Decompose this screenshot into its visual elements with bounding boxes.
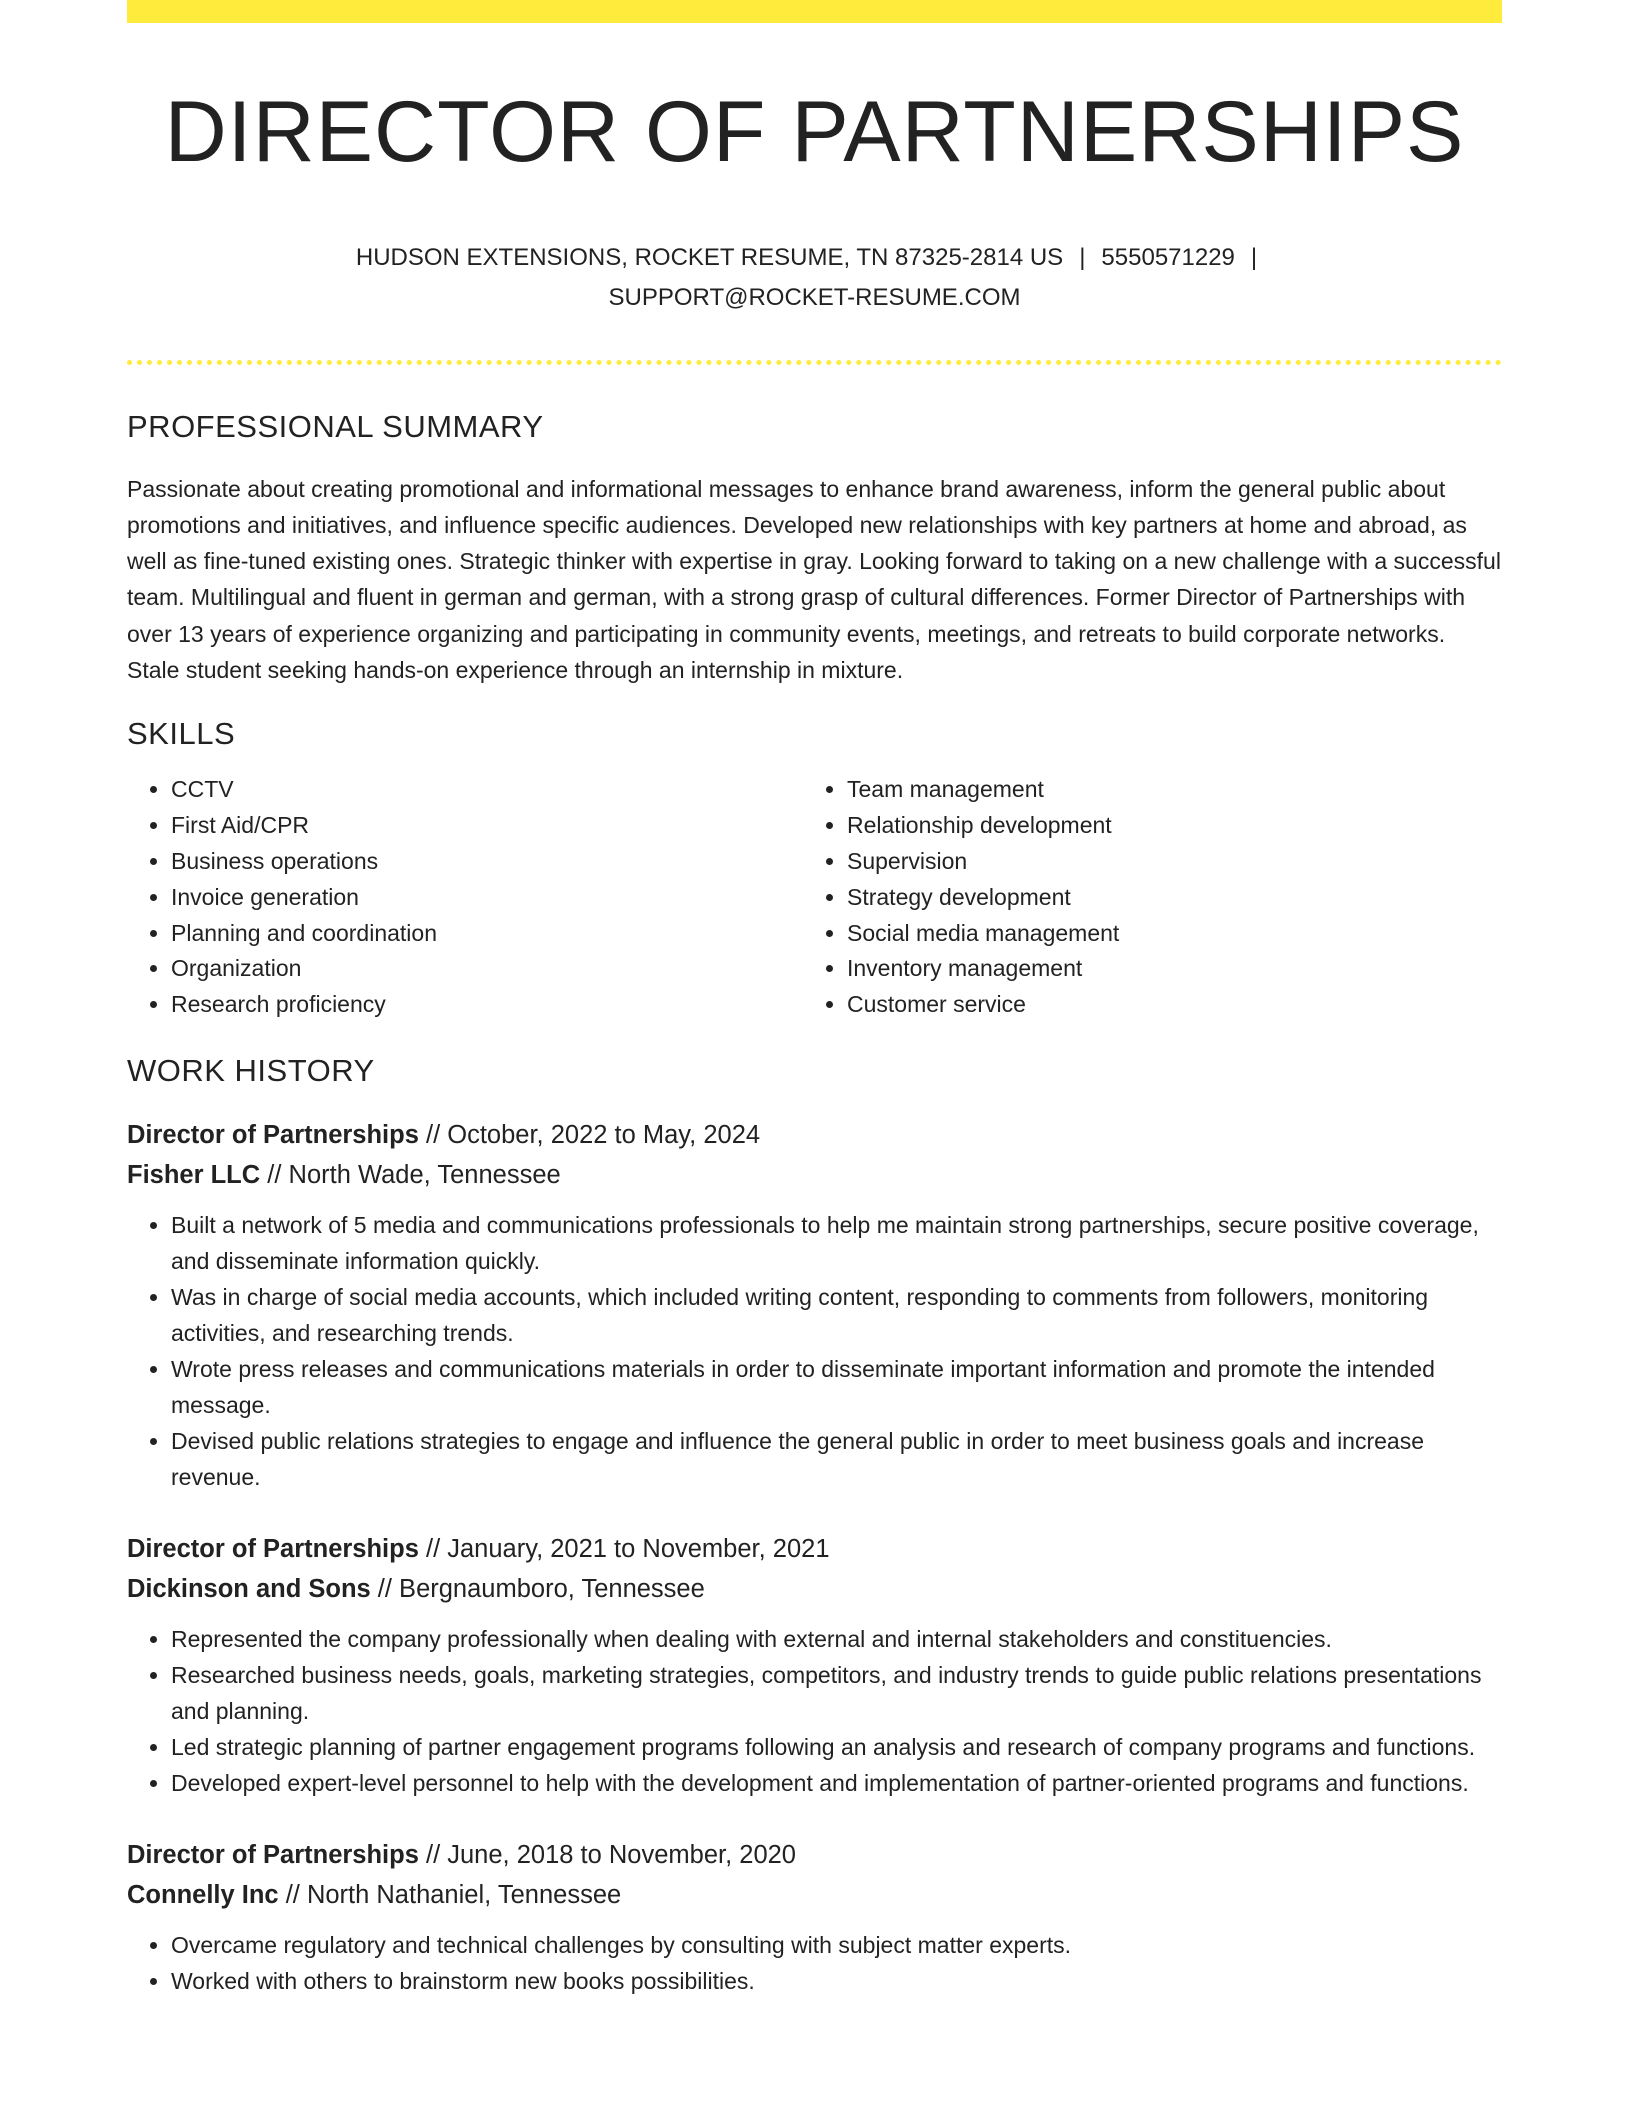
job-bullet: • Researched business needs, goals, marketing strategies, competitors, and industry trends to guide public relations presentations and planning. bbox=[171, 1657, 1502, 1729]
job-role-line bbox=[127, 1529, 1502, 1569]
job-entry bbox=[127, 1529, 1502, 1801]
job-bullets bbox=[127, 1207, 1502, 1495]
job-company: Connelly Inc bbox=[127, 1880, 279, 1909]
job-bullet: • Wrote press releases and communications materials in order to disseminate important information and promote the intended message. bbox=[171, 1351, 1502, 1423]
job-bullets bbox=[127, 1621, 1502, 1801]
contact-info bbox=[127, 238, 1502, 318]
job-role: Director of Partnerships bbox=[127, 1534, 419, 1563]
skill-item: • Team management bbox=[847, 772, 1479, 808]
job-entry bbox=[127, 1115, 1502, 1495]
job-bullet: • Worked with others to brainstorm new books possibilities. bbox=[171, 1963, 1502, 1999]
dotted-divider bbox=[127, 360, 1502, 365]
resume-title: DIRECTOR OF PARTNERSHIPS bbox=[164, 84, 1465, 180]
job-dates: // October, 2022 to May, 2024 bbox=[418, 1120, 761, 1149]
contact-phone: 5550571229 bbox=[1101, 243, 1235, 271]
job-role: Director of Partnerships bbox=[127, 1120, 419, 1149]
job-company-line bbox=[127, 1155, 1502, 1195]
job-entry bbox=[127, 1835, 1502, 1999]
skill-item: • Relationship development bbox=[847, 808, 1479, 844]
skills-list bbox=[127, 772, 1502, 1023]
job-bullet: • Led strategic planning of partner engagement programs following an analysis and research of company programs and functions. bbox=[171, 1729, 1502, 1765]
job-location: // North Wade, Tennessee bbox=[260, 1160, 561, 1189]
job-bullet: • Was in charge of social media accounts, which included writing content, responding to comments from followers, monitoring activities, and researching trends. bbox=[171, 1279, 1502, 1351]
work-history-heading: WORK HISTORY bbox=[127, 1052, 375, 1088]
skill-item: • Social media management bbox=[847, 916, 1479, 952]
resume-page bbox=[127, 0, 1502, 1999]
job-bullet: • Built a network of 5 media and communications professionals to help me maintain strong partnerships, secure positive coverage, and disseminate information quickly. bbox=[171, 1207, 1502, 1279]
contact-separator: | bbox=[1079, 243, 1086, 271]
skills-column-left bbox=[127, 772, 803, 1023]
skill-item: • Research proficiency bbox=[171, 987, 803, 1023]
skill-item: • Supervision bbox=[847, 844, 1479, 880]
job-location: // North Nathaniel, Tennessee bbox=[278, 1880, 622, 1909]
skill-item: • Strategy development bbox=[847, 880, 1479, 916]
job-company-line bbox=[127, 1875, 1502, 1915]
job-dates: // January, 2021 to November, 2021 bbox=[418, 1534, 830, 1563]
job-bullet: • Overcame regulatory and technical challenges by consulting with subject matter experts. bbox=[171, 1927, 1502, 1963]
top-accent-bar bbox=[127, 0, 1502, 23]
contact-separator: | bbox=[1250, 243, 1258, 271]
summary-heading: PROFESSIONAL SUMMARY bbox=[127, 408, 544, 444]
contact-address: HUDSON EXTENSIONS, ROCKET RESUME, TN 87325-2814 US bbox=[355, 243, 1064, 271]
skill-item: • First Aid/CPR bbox=[171, 808, 803, 844]
job-location: // Bergnaumboro, Tennessee bbox=[370, 1574, 705, 1603]
skill-item: • Business operations bbox=[171, 844, 803, 880]
skills-heading: SKILLS bbox=[127, 716, 236, 752]
skill-item: • Planning and coordination bbox=[171, 916, 803, 952]
job-dates: // June, 2018 to November, 2020 bbox=[418, 1840, 796, 1869]
job-role-line bbox=[127, 1835, 1502, 1875]
job-role: Director of Partnerships bbox=[127, 1840, 419, 1869]
skill-item: • Organization bbox=[171, 951, 803, 987]
skill-item: • Invoice generation bbox=[171, 880, 803, 916]
job-bullet: • Represented the company professionally when dealing with external and internal stakeholders and constituencies. bbox=[171, 1621, 1502, 1657]
job-company: Fisher LLC bbox=[127, 1160, 261, 1189]
contact-line-2 bbox=[127, 278, 1502, 318]
job-role-line bbox=[127, 1115, 1502, 1155]
job-company: Dickinson and Sons bbox=[127, 1574, 371, 1603]
skill-item: • CCTV bbox=[171, 772, 803, 808]
contact-line-1 bbox=[127, 238, 1502, 278]
job-bullets bbox=[127, 1927, 1502, 1999]
job-bullet: • Developed expert-level personnel to help with the development and implementation of partner-oriented programs and functions. bbox=[171, 1765, 1502, 1801]
skill-item: • Inventory management bbox=[847, 951, 1479, 987]
skill-item: • Customer service bbox=[847, 987, 1479, 1023]
skills-column-right bbox=[803, 772, 1479, 1023]
summary-text: Passionate about creating promotional and informational messages to enhance brand awareness, inform the general public about promotions and initiatives, and influence specific audiences. Developed new relationships with key partners at home and abroad, as well as fine-tuned existing ones. Strategic thinker with expertise in gray. Looking forward to taking on a new challenge with a successful team. Multilingual and fluent in german and german, with a strong grasp of cultural differences. Former Director of Partnerships with over 13 years of experience organizing and participating in community events, meetings, and retreats to build corporate networks. Stale student seeking hands-on experience through an internship in mixture. bbox=[127, 475, 1501, 684]
job-bullet: • Devised public relations strategies to engage and influence the general public in order to meet business goals and increase revenue. bbox=[171, 1423, 1502, 1495]
job-company-line bbox=[127, 1569, 1502, 1609]
contact-email[interactable]: SUPPORT@ROCKET-RESUME.COM bbox=[608, 283, 1021, 311]
